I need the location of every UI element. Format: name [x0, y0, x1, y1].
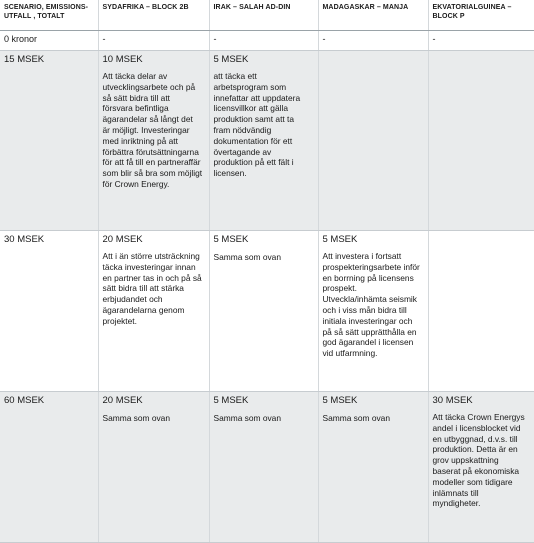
table-cell — [318, 392, 428, 543]
cell-amount — [323, 51, 428, 71]
cell-description: Samma som ovan — [214, 252, 318, 263]
table-cell: - — [98, 31, 209, 51]
cell-description: Att i än större utsträckning täcka investeringar innan en partner tas in och på så sätt bidra till att stärka erbjudandet och ägarandelarna genom projektet. — [103, 251, 209, 327]
cell-amount: 20 MSEK — [103, 231, 209, 251]
cell-description: Att täcka Crown Energys andel i licensblocket vid en utbyggnad, d.v.s. till produktion. Detta är en grov uppskattning baserat på ekonomiska modeller som tidigare inlämnats till myndigheter. — [433, 412, 534, 509]
cell-amount: 5 MSEK — [214, 392, 318, 412]
table-cell — [98, 231, 209, 392]
table-cell — [209, 392, 318, 543]
header-row — [0, 0, 534, 31]
table-cell — [98, 51, 209, 231]
table-cell — [209, 231, 318, 392]
cell-description: Att investera i fortsatt prospekteringsarbete inför en borrning på licensens prospekt. Utveckla/inhämta seismik och i viss mån bidra till initiala investeringar och på så sätt upprätthålla en god ägarandel i licensen vid utfarmning. — [323, 251, 428, 359]
row-label: 30 MSEK — [0, 231, 98, 392]
table-cell — [318, 51, 428, 231]
cell-amount — [433, 51, 534, 71]
table-cell: - — [209, 31, 318, 51]
table-cell — [428, 51, 534, 231]
cell-description: att täcka ett arbetsprogram som innefattar att uppdatera licensvillkor att gälla produktion samt att ta fram nödvändig dokumentation för ett övertagande av produktion på ett fält i licensen. — [214, 71, 318, 179]
table-row-15 — [0, 51, 534, 231]
table-cell: - — [428, 31, 534, 51]
table-cell — [98, 392, 209, 543]
cell-description: Samma som ovan — [103, 413, 209, 424]
cell-amount — [433, 231, 534, 251]
row-label: 0 kronor — [0, 31, 98, 51]
cell-amount: 5 MSEK — [323, 231, 428, 251]
table-cell: - — [318, 31, 428, 51]
header-ekvatorialguinea: EKVATORIALGUINEA – BLOCK P — [428, 0, 534, 31]
cell-description: Samma som ovan — [323, 413, 428, 424]
cell-description: Att täcka delar av utvecklingsarbete och på så sätt bidra till att försvara befintliga ägarandelar så långt det är möjligt. Investeringar med inriktning på att förbättra förutsättningarna för att få till en partneraffär som blir så bra som möjligt för Crown Energy. — [103, 71, 209, 190]
table-cell — [209, 51, 318, 231]
cell-amount: 10 MSEK — [103, 51, 209, 71]
cell-amount: 5 MSEK — [214, 231, 318, 251]
table-row-zero — [0, 31, 534, 51]
header-irak: IRAK – SALAH AD-DIN — [209, 0, 318, 31]
header-madagaskar: MADAGASKAR – MANJA — [318, 0, 428, 31]
header-sydafrika: SYDAFRIKA – BLOCK 2B — [98, 0, 209, 31]
table-row-30 — [0, 231, 534, 392]
header-scenario: SCENARIO, EMISSIONS-UTFALL , TOTALT — [0, 0, 98, 31]
cell-amount: 20 MSEK — [103, 392, 209, 412]
table-cell — [428, 231, 534, 392]
row-label: 15 MSEK — [0, 51, 98, 231]
table-cell — [428, 392, 534, 543]
cell-description: Samma som ovan — [214, 413, 318, 424]
cell-amount: 5 MSEK — [323, 392, 428, 412]
table-cell — [318, 231, 428, 392]
row-label: 60 MSEK — [0, 392, 98, 543]
table-row-60 — [0, 392, 534, 543]
cell-amount: 30 MSEK — [433, 392, 534, 412]
cell-amount: 5 MSEK — [214, 51, 318, 71]
